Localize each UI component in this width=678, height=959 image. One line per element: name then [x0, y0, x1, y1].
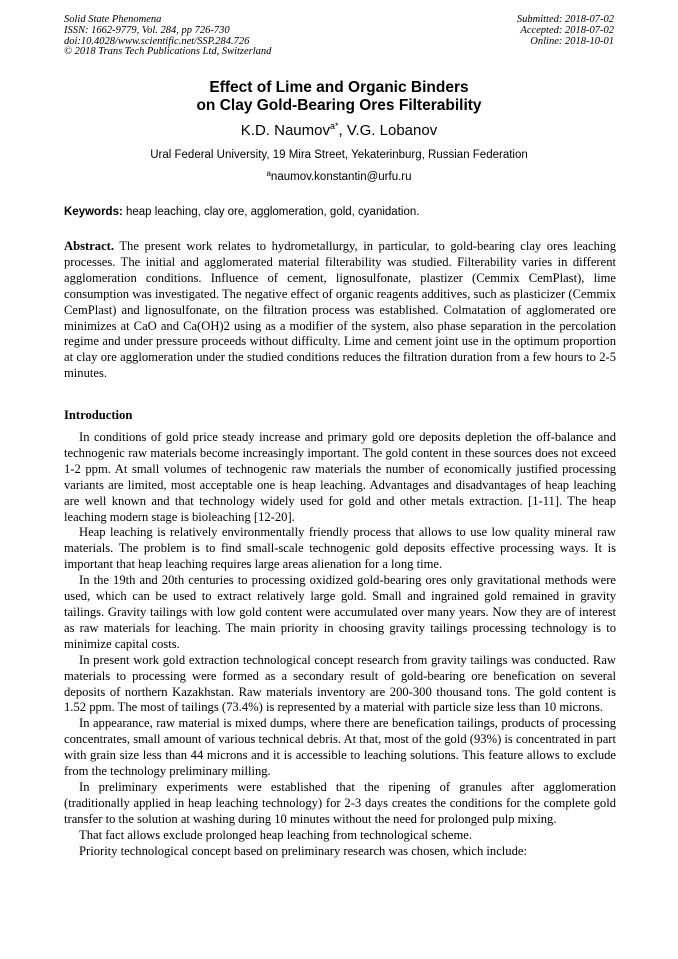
author-1-affiliation-mark: a*: [329, 121, 339, 131]
journal-info: [64, 15, 271, 58]
paragraph: In preliminary experiments were established that the ripening of granules after agglomeration (traditionally applied in heap leaching technology) for 2-3 days creates the conditions for the complete gold transfer to the solution at washing during 10 minutes without the need for prolonged pulp mixing.: [64, 779, 616, 826]
title-line-1: Effect of Lime and Organic Binders: [209, 79, 469, 96]
journal-copyright: © 2018 Trans Tech Publications Ltd, Switzerland: [64, 46, 272, 58]
paper-title: [0, 79, 678, 115]
journal-issn: ISSN: 1662-9779, Vol. 284, pp 726-730: [64, 24, 230, 36]
abstract: [64, 239, 616, 382]
author-list: [0, 122, 678, 140]
title-line-2: on Clay Gold-Bearing Ores Filterability: [196, 97, 482, 114]
email-address[interactable]: naumov.konstantin@urfu.ru: [270, 171, 412, 183]
paragraph: In conditions of gold price steady increase and primary gold ore deposits depletion the off-balance and technogenic raw materials become increasingly important. The gold content in these sources does not exceed 1-2 ppm. At small volumes of technogenic raw materials the number of economically justified processing variants are limited, most acceptable one is heap leaching. Advantages and disadvantages of heap leaching are well known and that technology widely used for gold and other metals extraction. [1-11]. The heap leaching modern stage is bioleaching [12-20].: [64, 430, 616, 524]
author-2: V.G. Lobanov: [346, 122, 438, 139]
author-separator: ,: [338, 122, 347, 139]
paragraph: In appearance, raw material is mixed dumps, where there are benefication tailings, products of processing concentrates, small amount of various technical debris. At that, most of the gold (93%) is concentrated in part with grain size less than 44 microns and it is accessible to leaching solutions. This feature allows to exclude from the technology preliminary milling.: [64, 716, 616, 779]
keywords-label: Keywords:: [64, 206, 123, 218]
journal-name: Solid State Phenomena: [64, 14, 162, 25]
author-1: K.D. Naumov: [240, 122, 330, 139]
journal-doi[interactable]: doi:10.4028/www.scientific.net/SSP.284.726: [64, 35, 250, 47]
paragraph: In the 19th and 20th centuries to processing oxidized gold-bearing ores only gravitational methods were used, which can be used to extract relatively large gold. Small and ingrained gold remained in gravity tailings. Gravity tailings with low gold content were accumulated over many years. Now they are of interest as raw materials for leaching. The main priority in choosing gravity tailings processing technology is to minimize capital costs.: [64, 573, 616, 651]
paragraph: Heap leaching is relatively environmentally friendly process that allows to use low quality mineral raw materials. The problem is to find small-scale technogenic gold deposits effective processing ways. It is important that heap leaching requires large areas alienation for a long time.: [64, 525, 616, 572]
affiliation: Ural Federal University, 19 Mira Street, Yekaterinburg, Russian Federation: [150, 149, 528, 161]
online-date: Online: 2018-10-01: [530, 35, 614, 47]
section-heading-introduction: Introduction: [64, 408, 133, 422]
introduction-body: [64, 430, 616, 859]
author-email: [0, 170, 678, 185]
submission-dates: [517, 15, 614, 47]
email-affiliation-mark: a: [266, 169, 271, 178]
keywords: [64, 205, 616, 220]
abstract-label: Abstract.: [64, 239, 115, 253]
paragraph: That fact allows exclude prolonged heap leaching from technological scheme.: [79, 827, 473, 842]
keywords-text: heap leaching, clay ore, agglomeration, gold, cyanidation.: [122, 206, 420, 218]
accepted-date: Accepted: 2018-07-02: [520, 24, 614, 36]
submitted-date: Submitted: 2018-07-02: [516, 14, 614, 25]
paragraph: In present work gold extraction technological concept research from gravity tailings was conducted. Raw materials to processing were formed as a secondary result of gold-bearing ore benefication on several deposits of northern Kazakhstan. Raw materials inventory are 200-300 thousand tons. The gold content is 1.52 ppm. The most of tailings (73.4%) is represented by a material with particle size less than 10 microns.: [64, 652, 616, 715]
paragraph: Priority technological concept based on preliminary research was chosen, which include:: [79, 843, 527, 858]
abstract-text: The present work relates to hydrometallurgy, in particular, to gold-bearing clay ores leaching processes. The initial and agglomerated material filterability was studied. Filterability varies in different agglomeration conditions. Influence of cement, lignosulfonate, plastizer (Cemmix CemPlast), lime consumption was investigated. The negative effect of organic reagents additives, such as plasticizer (Cemmix CemPlast) and lignosulfonate, on the filtration process was established. Colmatation of agglomerated ore minimizes at CaO and Ca(OH)2 using as a modifier of the system, also phase separation in the percolation regime and under pressure proceeds without difficulty. Lime and cement joint use in the optimum proportion at clay ore agglomeration under the studied conditions reduces the filtration duration from a few hours to 2-5 minutes.: [64, 239, 616, 381]
